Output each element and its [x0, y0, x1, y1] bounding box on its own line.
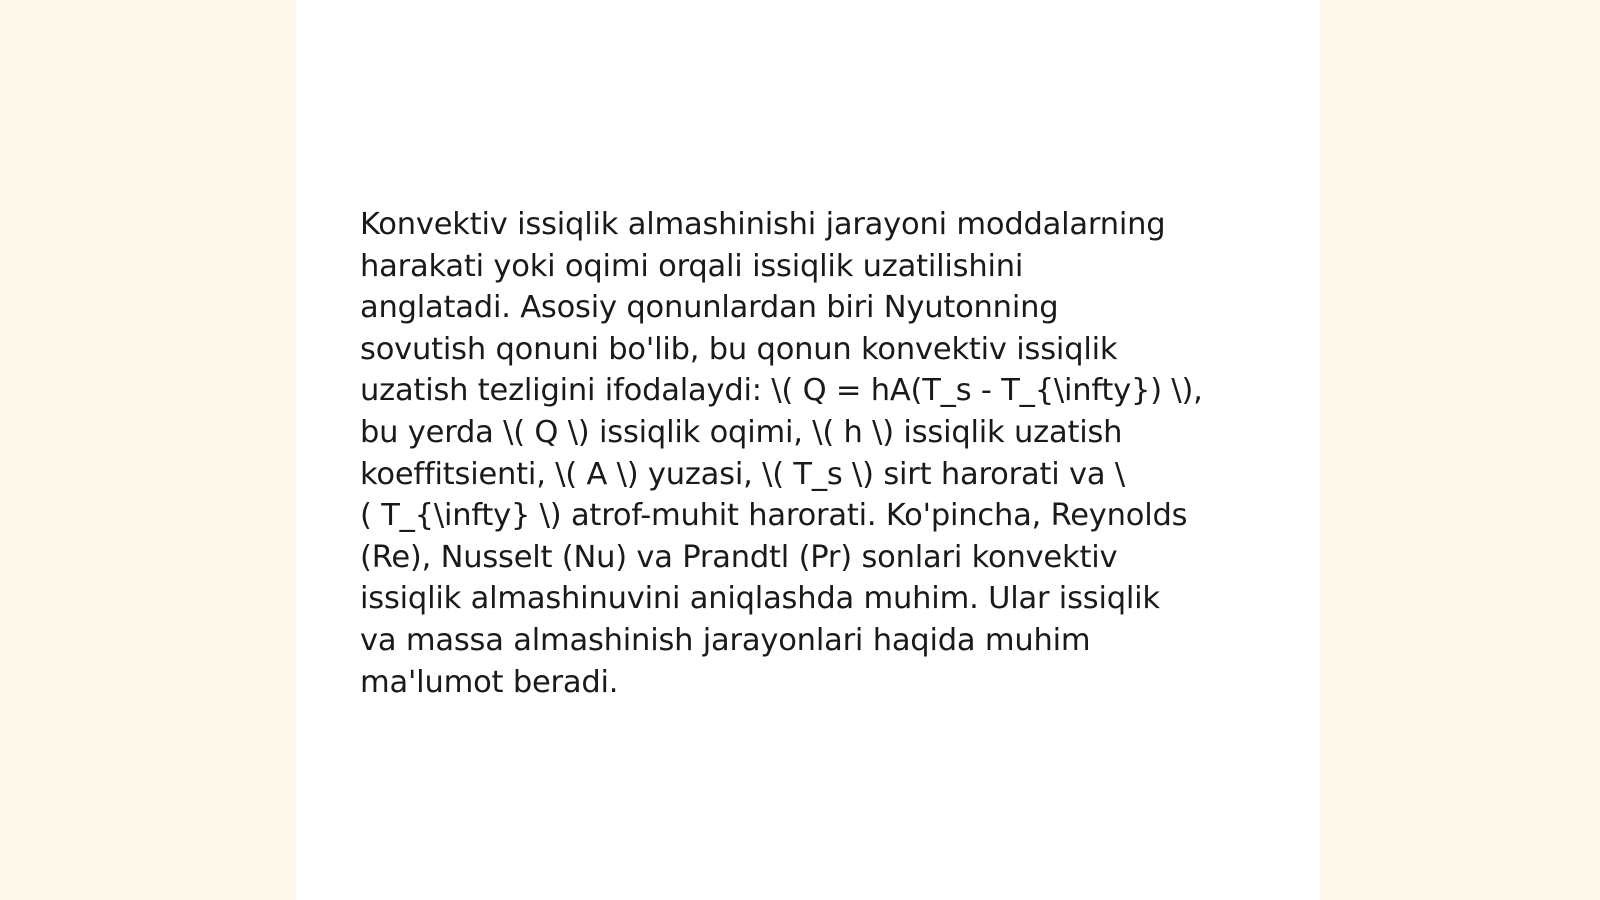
body-paragraph: Konvektiv issiqlik almashinishi jarayoni moddalarning harakati yoki oqimi orqali issiqlik uzatilishini anglatadi. Asosiy qonunlardan biri Nyutonning sovutish qonuni bo'lib, bu qonun konvektiv issiqlik uzatish tezligini ifodalaydi: \( Q = hA(T_s - T_{\infty}) \), bu yerda \( Q \) issiqlik oqimi, \( h \) issiqlik uzatish koeffitsienti, \( A \) yuzasi, \( T_s \) sirt harorati va \ ( T_{\infty} \) atrof-muhit harorati. Ko'pincha, Reynolds (Re), Nusselt (Nu) va Prandtl (Pr) sonlari konvektiv issiqlik almashinuvini aniqlashda muhim. Ular issiqlik va massa almashinish jarayonlari haqida muhim ma'lumot beradi. — [360, 207, 1203, 700]
document-page — [296, 0, 1320, 900]
